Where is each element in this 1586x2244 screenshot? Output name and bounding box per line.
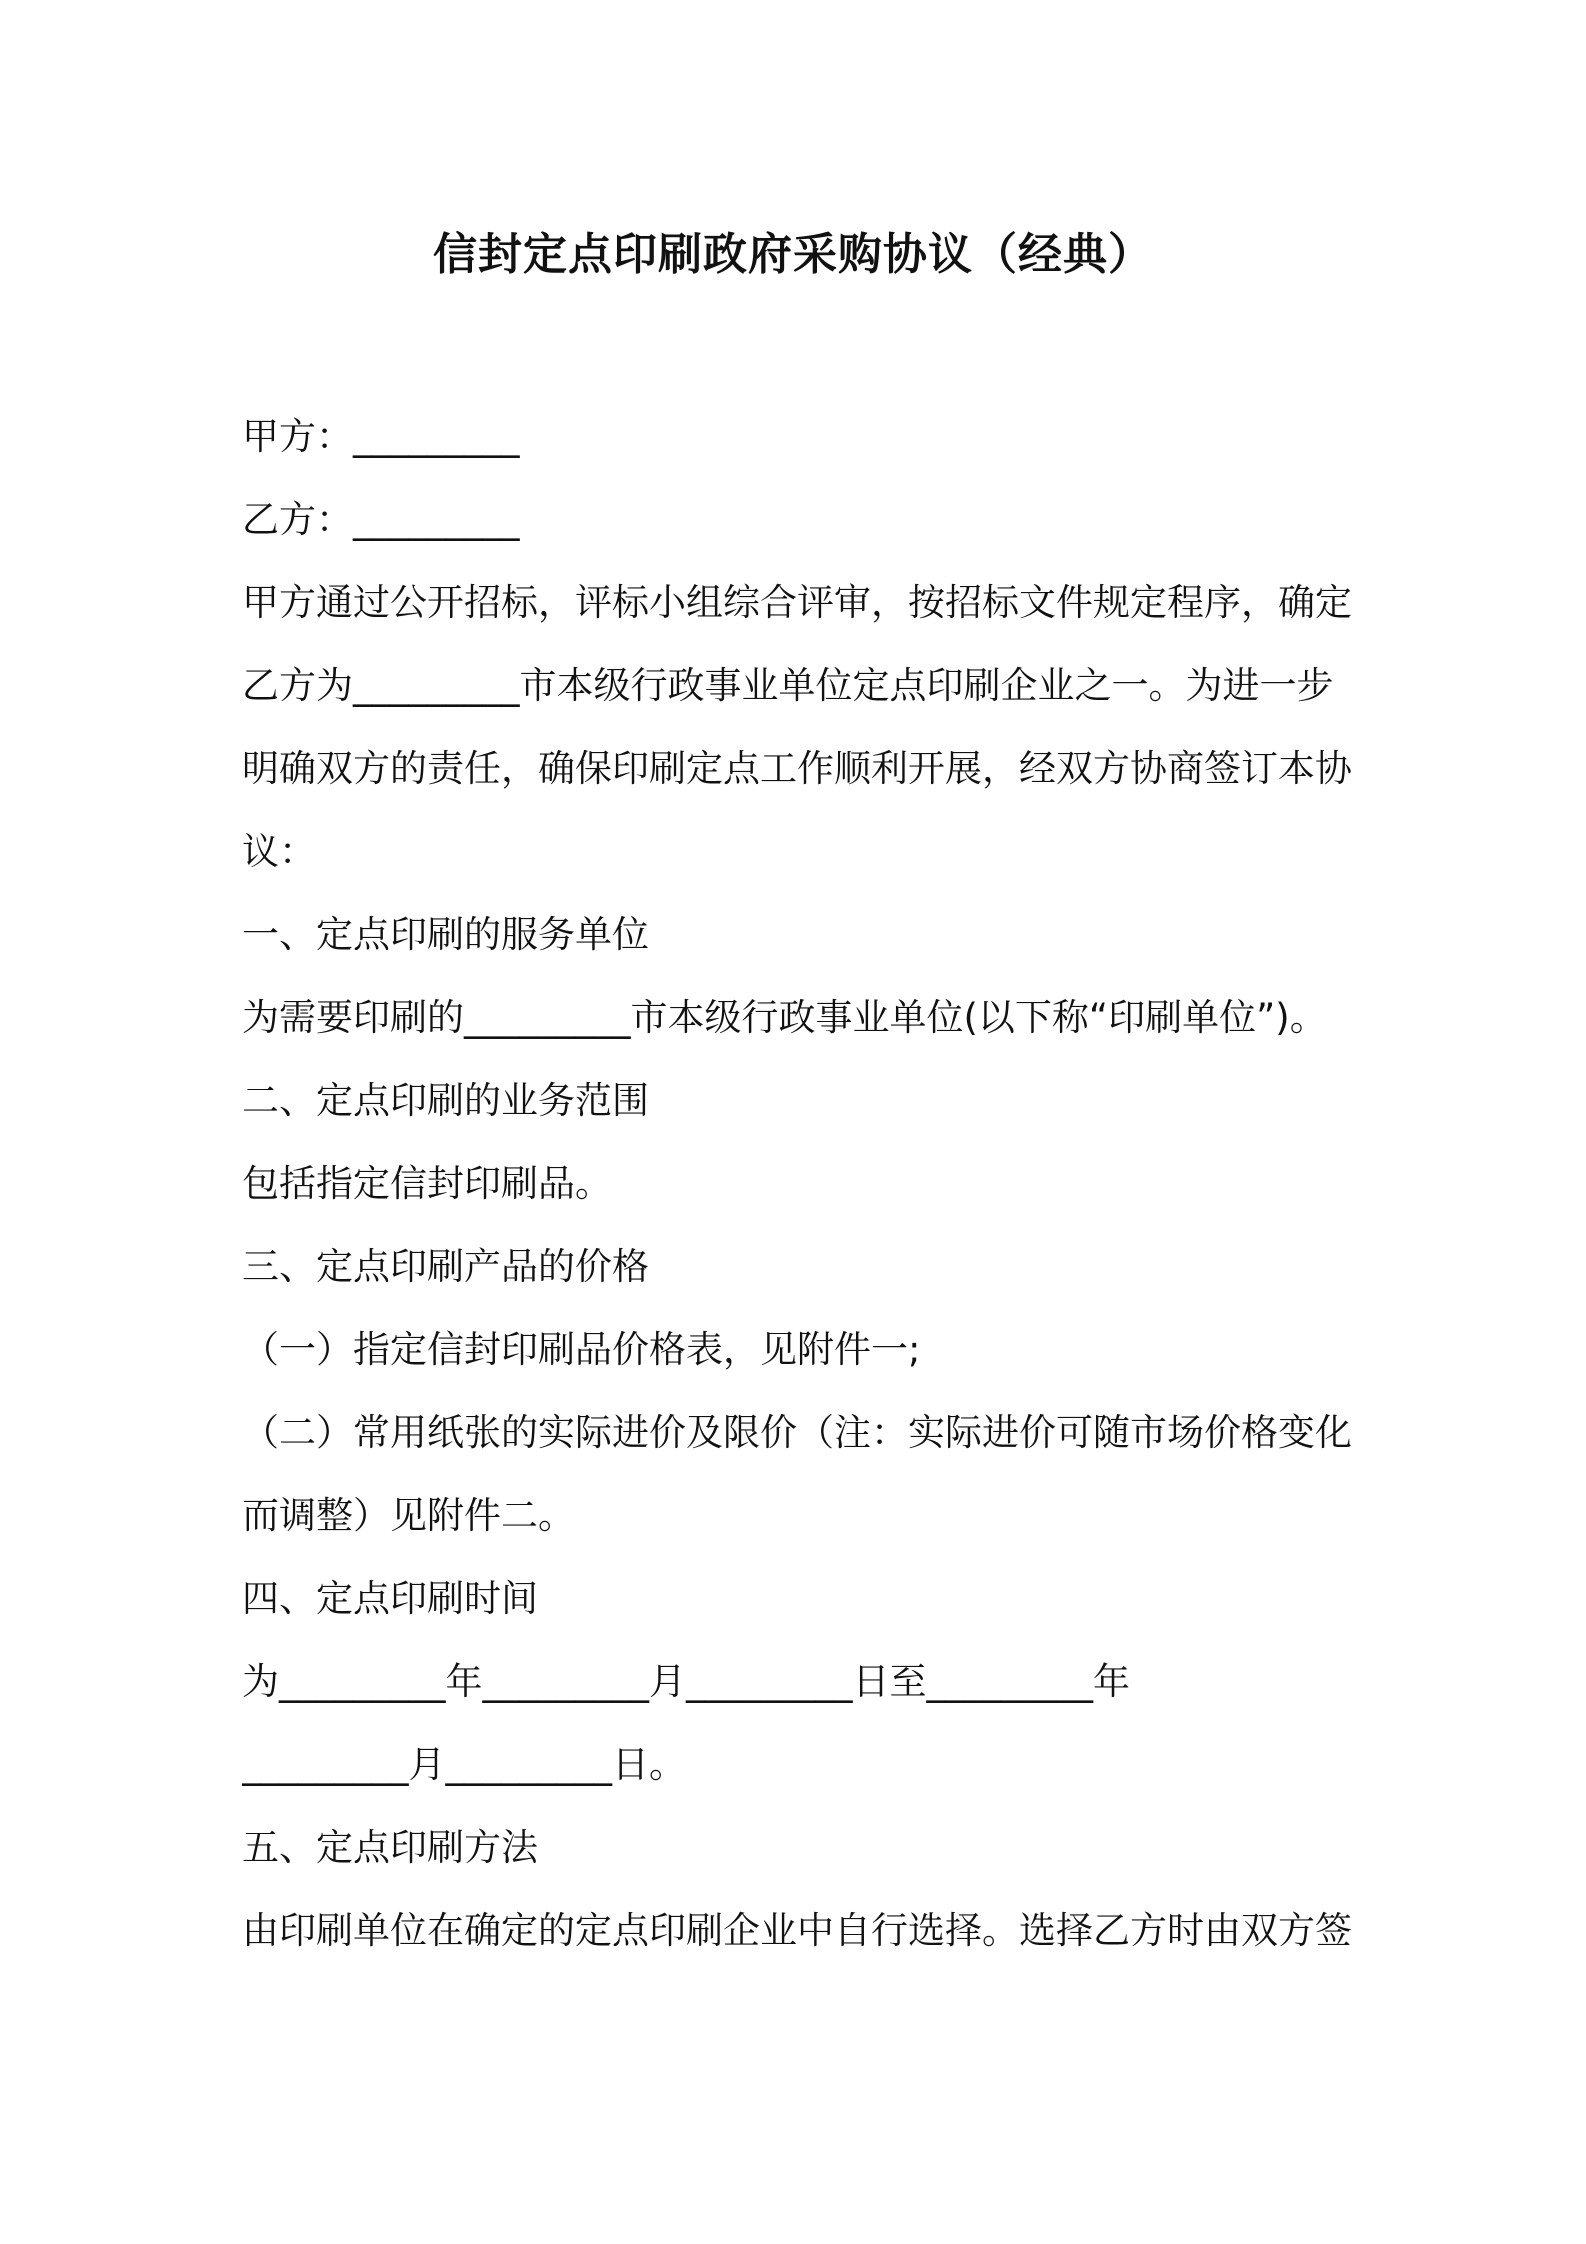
party-a-line: 甲方：_________ (242, 415, 520, 458)
section-2-heading: 二、定点印刷的业务范围 (242, 1079, 649, 1122)
section-3-item-2-line-2: 而调整）见附件二。 (242, 1494, 575, 1537)
intro-line-3: 明确双方的责任，确保印刷定点工作顺利开展，经双方协商签订本协 (242, 747, 1352, 790)
intro-line-2: 乙方为_________市本级行政事业单位定点印刷企业之一。为进一步 (242, 664, 1334, 707)
party-b-line: 乙方：_________ (242, 498, 520, 541)
intro-line-1: 甲方通过公开招标，评标小组综合评审，按招标文件规定程序，确定 (242, 581, 1352, 624)
section-2-text: 包括指定信封印刷品。 (242, 1162, 612, 1205)
section-3-item-1: （一）指定信封印刷品价格表，见附件一; (242, 1328, 921, 1371)
section-4-heading: 四、定点印刷时间 (242, 1577, 538, 1620)
section-4-text-line-1: 为_________年_________月_________日至_________年 (242, 1660, 1130, 1703)
section-1-text: 为需要印刷的_________市本级行政事业单位(以下称“印刷单位”)。 (242, 996, 1327, 1039)
section-3-item-2-line-1: （二）常用纸张的实际进价及限价（注：实际进价可随市场价格变化 (242, 1411, 1352, 1454)
section-4-text-line-2: _________月_________日。 (242, 1743, 686, 1786)
section-1-heading: 一、定点印刷的服务单位 (242, 913, 649, 956)
intro-line-4: 议： (242, 830, 316, 873)
document-title: 信封定点印刷政府采购协议（经典） (433, 229, 1153, 280)
section-3-heading: 三、定点印刷产品的价格 (242, 1245, 649, 1288)
section-5-heading: 五、定点印刷方法 (242, 1826, 538, 1869)
section-5-text: 由印刷单位在确定的定点印刷企业中自行选择。选择乙方时由双方签 (242, 1909, 1352, 1952)
